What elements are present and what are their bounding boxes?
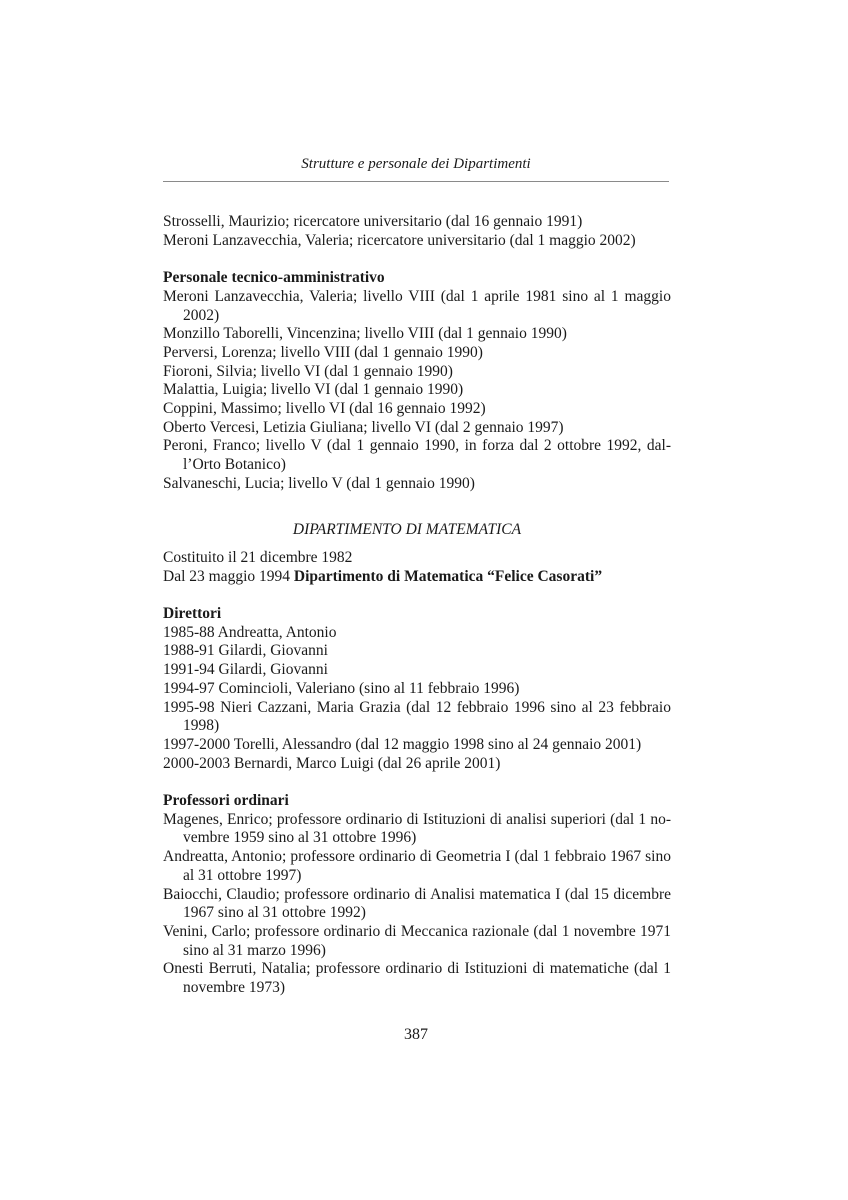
intro-entry: Strosselli, Maurizio; ricercatore universitario (dal 16 gennaio 1991)	[163, 213, 583, 230]
spacer	[163, 773, 671, 792]
department-name: Dipartimento di Matematica “Felice Casorati”	[293, 567, 603, 585]
personale-heading: Personale tecnico-amministrativo	[163, 269, 385, 287]
direttore-entry: 1985-88 Andreatta, Antonio	[163, 623, 337, 641]
professore-entry: Andreatta, Antonio; professore ordinario di Geometria I (dal 1 febbraio 1967 sino al 31 ottobre 1997)	[163, 848, 671, 884]
direttore-entry: 1991-94 Gilardi, Giovanni	[163, 661, 328, 679]
spacer	[163, 494, 671, 513]
direttore-entry: 1997-2000 Torelli, Alessandro (dal 12 maggio 1998 sino al 24 gennaio 2001)	[163, 735, 642, 753]
direttore-entry: 1995-98 Nieri Cazzani, Maria Grazia (dal 12 febbraio 1996 sino al 23 febbraio 1998)	[163, 698, 671, 735]
page-body	[163, 213, 671, 998]
section-title: DIPARTIMENTO DI MATEMATICA	[292, 521, 522, 539]
spacer	[163, 250, 671, 269]
professore-entry: Onesti Berruti, Natalia; professore ordinario di Istituzioni di matematiche (dal 1 novembre 1973)	[163, 960, 671, 997]
founded-line: Costituito il 21 dicembre 1982	[163, 548, 353, 566]
personale-entry: Coppini, Massimo; livello VI (dal 16 gennaio 1992)	[163, 400, 486, 418]
header-rule	[163, 181, 669, 182]
personale-entry: Fioroni, Silvia; livello VI (dal 1 gennaio 1990)	[163, 362, 453, 380]
direttori-heading: Direttori	[163, 605, 222, 623]
professore-entry: Venini, Carlo; professore ordinario di Meccanica razionale (dal 1 novembre 1971 sino al 31 marzo 1996)	[163, 922, 671, 959]
direttore-entry: 1988-91 Gilardi, Giovanni	[163, 642, 328, 660]
spacer	[163, 586, 671, 605]
renamed-line	[163, 568, 671, 587]
intro-entry: Meroni Lanzavecchia, Valeria; ricercatore universitario (dal 1 maggio 2002)	[163, 231, 636, 249]
professori-heading: Professori ordinari	[163, 792, 289, 810]
spacer	[163, 540, 671, 549]
personale-entry: Monzillo Taborelli, Vincenzina; livello VIII (dal 1 gennaio 1990)	[163, 325, 567, 343]
running-header: Strutture e personale dei Dipartimenti	[301, 156, 531, 172]
personale-entry: Salvaneschi, Lucia; livello V (dal 1 gennaio 1990)	[163, 474, 475, 492]
direttore-entry: 1994-97 Comincioli, Valeriano (sino al 11 febbraio 1996)	[163, 679, 520, 697]
personale-entry: Perversi, Lorenza; livello VIII (dal 1 gennaio 1990)	[163, 343, 483, 361]
page-number: 387	[404, 1026, 428, 1043]
spacer	[163, 512, 671, 521]
direttore-entry: 2000-2003 Bernardi, Marco Luigi (dal 26 aprile 2001)	[163, 754, 501, 772]
professore-entry: Baiocchi, Claudio; professore ordinario di Analisi matematica I (dal 15 dicembre 1967 sino al 31 ottobre 1992)	[163, 885, 671, 922]
personale-entry: Peroni, Franco; livello V (dal 1 gennaio 1990, in forza dal 2 ottobre 1992, dal-l’Orto Botanico)	[163, 437, 671, 474]
professore-entry: Magenes, Enrico; professore ordinario di Istituzioni di analisi superiori (dal 1 no-vembre 1959 sino al 31 ottobre 1996)	[163, 810, 671, 847]
renamed-prefix: Dal 23 maggio 1994	[163, 567, 294, 585]
personale-entry: Malattia, Luigia; livello VI (dal 1 gennaio 1990)	[163, 381, 464, 399]
personale-entry: Oberto Vercesi, Letizia Giuliana; livello VI (dal 2 gennaio 1997)	[163, 418, 564, 436]
personale-entry: Meroni Lanzavecchia, Valeria; livello VIII (dal 1 aprile 1981 sino al 1 maggio 2002)	[163, 287, 671, 324]
